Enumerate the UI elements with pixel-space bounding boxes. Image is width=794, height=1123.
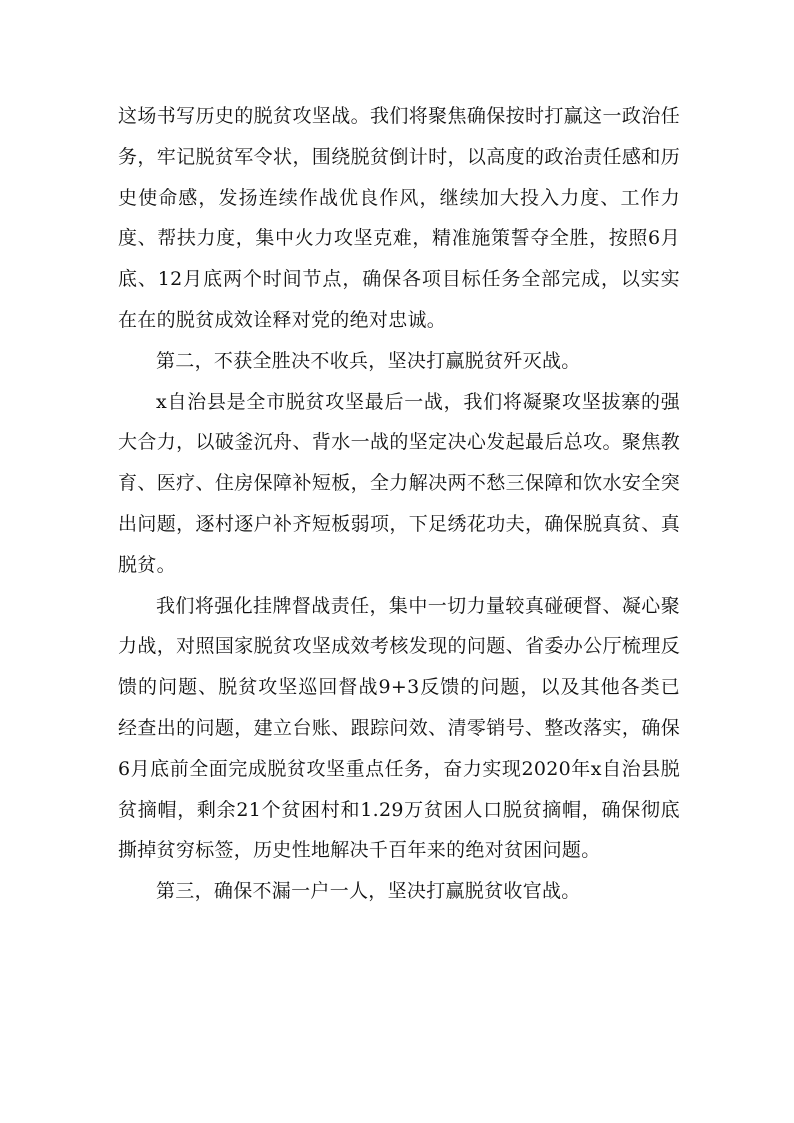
- paragraph-heading-third: 第三，确保不漏一户一人，坚决打赢脱贫收官战。: [156, 880, 581, 903]
- paragraph-heading-second: 第二，不获全胜决不收兵，坚决打赢脱贫歼灭战。: [156, 349, 581, 372]
- paragraph-county-final-battle: x自治县是全市脱贫攻坚最后一战，我们将凝聚攻坚拔寨的强大合力，以破釜沉舟、背水一战的坚定决心发起最后总攻。聚焦教育、医疗、住房保障补短板，全力解决两不愁三保障和饮水安全突出问题，逐村逐户补齐短板弱项，下足绣花功夫，确保脱真贫、真脱贫。: [118, 390, 680, 576]
- document-body: [118, 96, 680, 912]
- paragraph-continuation: 这场书写历史的脱贫攻坚战。我们将聚焦确保按时打赢这一政治任务，牢记脱贫军令状，围绕脱贫倒计时，以高度的政治责任感和历史使命感，发扬连续作战优良作风，继续加大投入力度、工作力度、帮扶力度，集中火力攻坚克难，精准施策誓夺全胜，按照6月底、12月底两个时间节点，确保各项目标任务全部完成，以实实在在的脱贫成效诠释对党的绝对忠诚。: [118, 105, 680, 331]
- paragraph-supervision-tasks: 我们将强化挂牌督战责任，集中一切力量较真碰硬督、凝心聚力战，对照国家脱贫攻坚成效考核发现的问题、省委办公厅梳理反馈的问题、脱贫攻坚巡回督战9+3反馈的问题，以及其他各类已经查出的问题，建立台账、跟踪问效、清零销号、整改落实，确保6月底前全面完成脱贫攻坚重点任务，奋力实现2020年x自治县脱贫摘帽，剩余21个贫困村和1.29万贫困人口脱贫摘帽，确保彻底撕掉贫穷标签，历史性地解决千百年来的绝对贫困问题。: [118, 594, 680, 862]
